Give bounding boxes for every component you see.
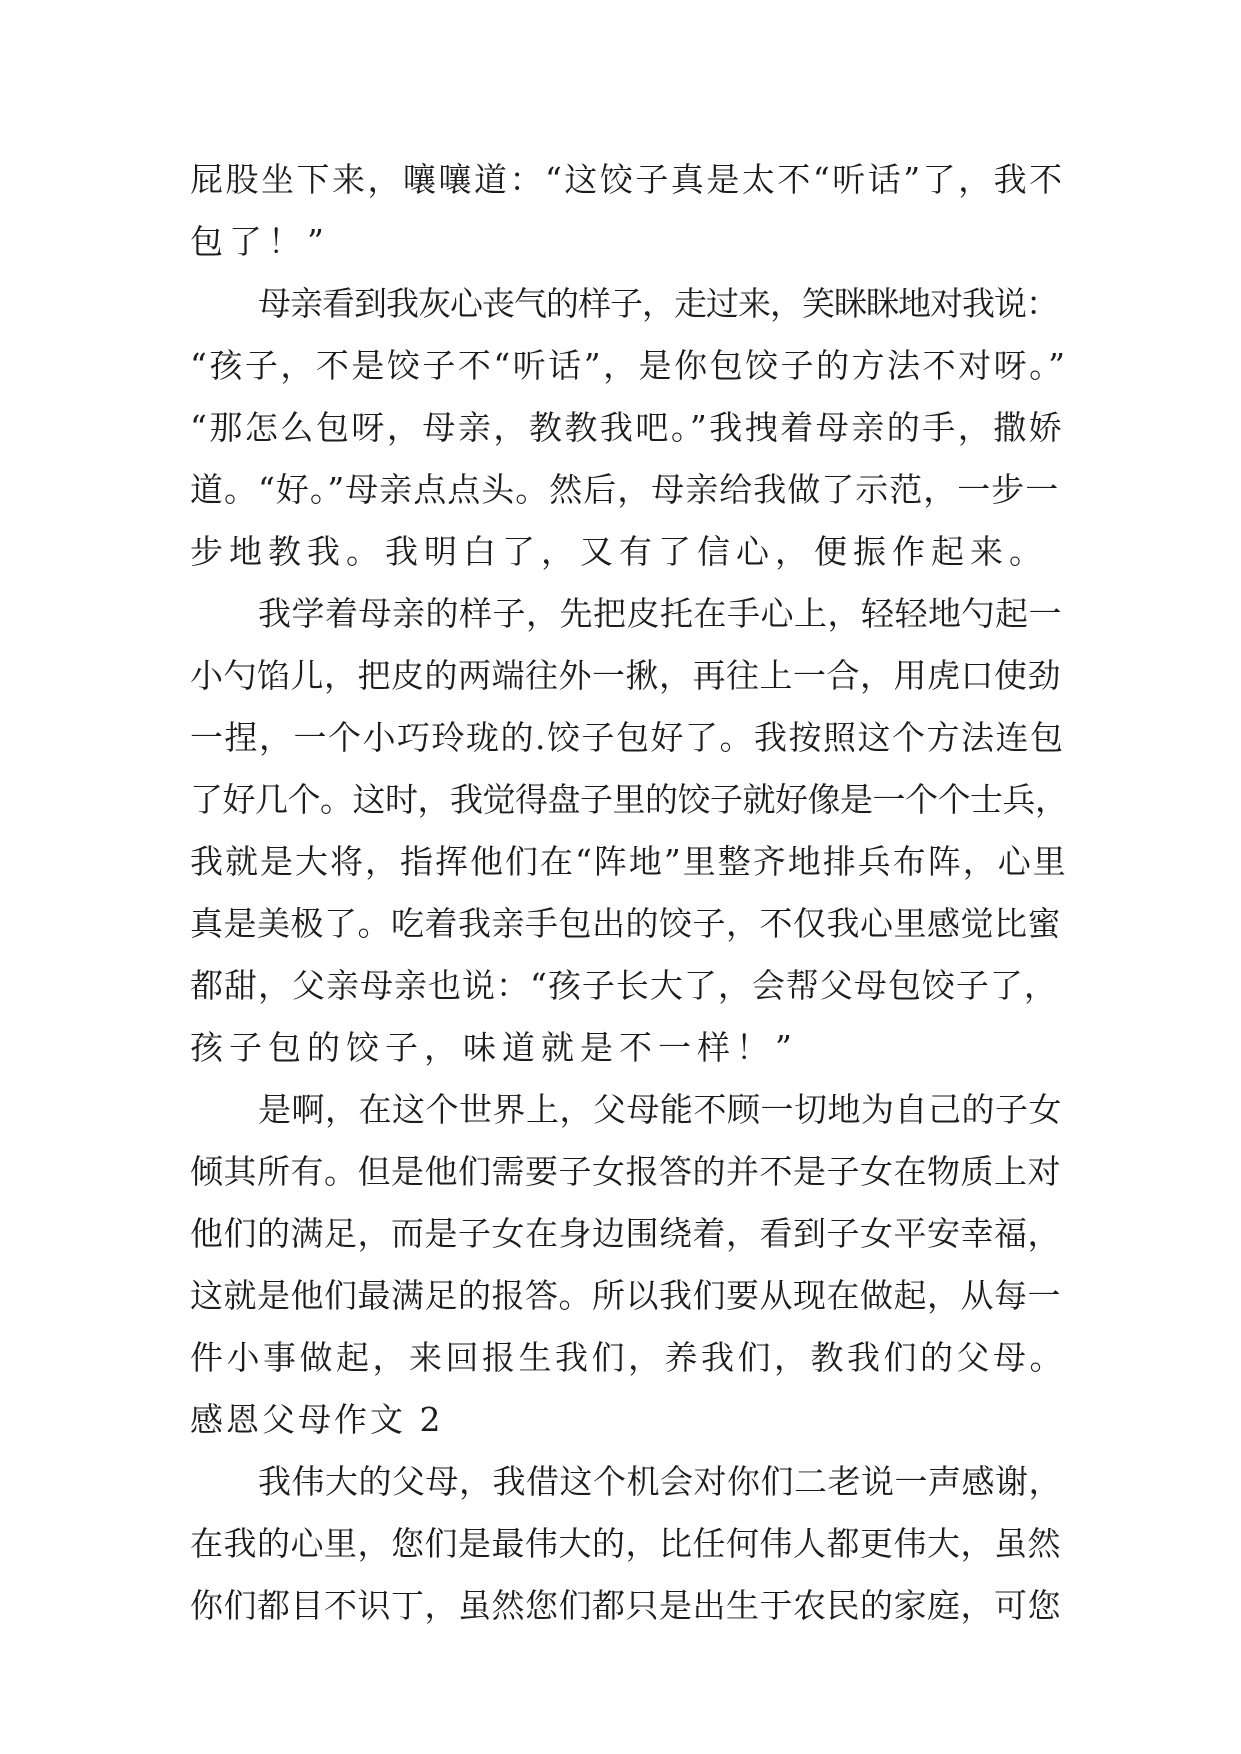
text-line: 你们都目不识丁，虽然您们都只是出生于农民的家庭，可您: [190, 1586, 1061, 1625]
text-line: 倾其所有。但是他们需要子女报答的并不是子女在物质上对: [190, 1152, 1061, 1191]
text-line: 小勺馅儿，把皮的两端往外一揪，再往上一合，用虎口使劲: [190, 656, 1061, 695]
text-line: 件小事做起，来回报生我们，养我们，教我们的父母。: [190, 1338, 1066, 1377]
text-line: “孩子，不是饺子不“听话”，是你包饺子的方法不对呀。”: [190, 346, 1068, 385]
paragraph-start-line: 是啊，在这个世界上，父母能不顾一切地为自己的子女: [258, 1090, 1062, 1129]
paragraph-start-line: 母亲看到我灰心丧气的样子，走过来，笑眯眯地对我说：: [258, 284, 1058, 323]
text-line: 在我的心里，您们是最伟大的，比任何伟人都更伟大，虽然: [190, 1524, 1061, 1563]
text-line: 都甜，父亲母亲也说：“孩子长大了，会帮父母包饺子了，: [190, 966, 1058, 1005]
text-line: 道。“好。”母亲点点头。然后，母亲给我做了示范，一步一: [190, 470, 1060, 509]
text-line: 了好几个。这时，我觉得盘子里的饺子就好像是一个个士兵，: [190, 780, 1068, 819]
text-line: 步地教我。我明白了，又有了信心，便振作起来。: [190, 532, 1048, 571]
paragraph-start-line: 我学着母亲的样子，先把皮托在手心上，轻轻地勺起一: [258, 594, 1062, 633]
text-line: 一捏，一个小巧玲珑的.饺子包好了。我按照这个方法连包: [190, 718, 1065, 757]
text-line: 我就是大将，指挥他们在“阵地”里整齐地排兵布阵，心里: [190, 842, 1068, 881]
text-line: 屁股坐下来，嚷嚷道：“这饺子真是太不“听话”了，我不: [190, 160, 1065, 199]
text-line: 这就是他们最满足的报答。所以我们要从现在做起，从每一: [190, 1276, 1061, 1315]
text-line: 真是美极了。吃着我亲手包出的饺子，不仅我心里感觉比蜜: [190, 904, 1061, 943]
text-line: 包了！”: [190, 222, 330, 261]
paragraph-start-line: 我伟大的父母，我借这个机会对你们二老说一声感谢，: [258, 1462, 1062, 1501]
text-line: 他们的满足，而是子女在身边围绕着，看到子女平安幸福，: [190, 1214, 1061, 1253]
text-line: “那怎么包呀，母亲，教教我吧。”我拽着母亲的手，撒娇: [190, 408, 1065, 447]
essay-body: [190, 160, 1070, 1648]
section-heading: 感恩父母作文 2: [190, 1400, 444, 1439]
text-line: 孩子包的饺子，味道就是不一样！”: [190, 1028, 798, 1067]
